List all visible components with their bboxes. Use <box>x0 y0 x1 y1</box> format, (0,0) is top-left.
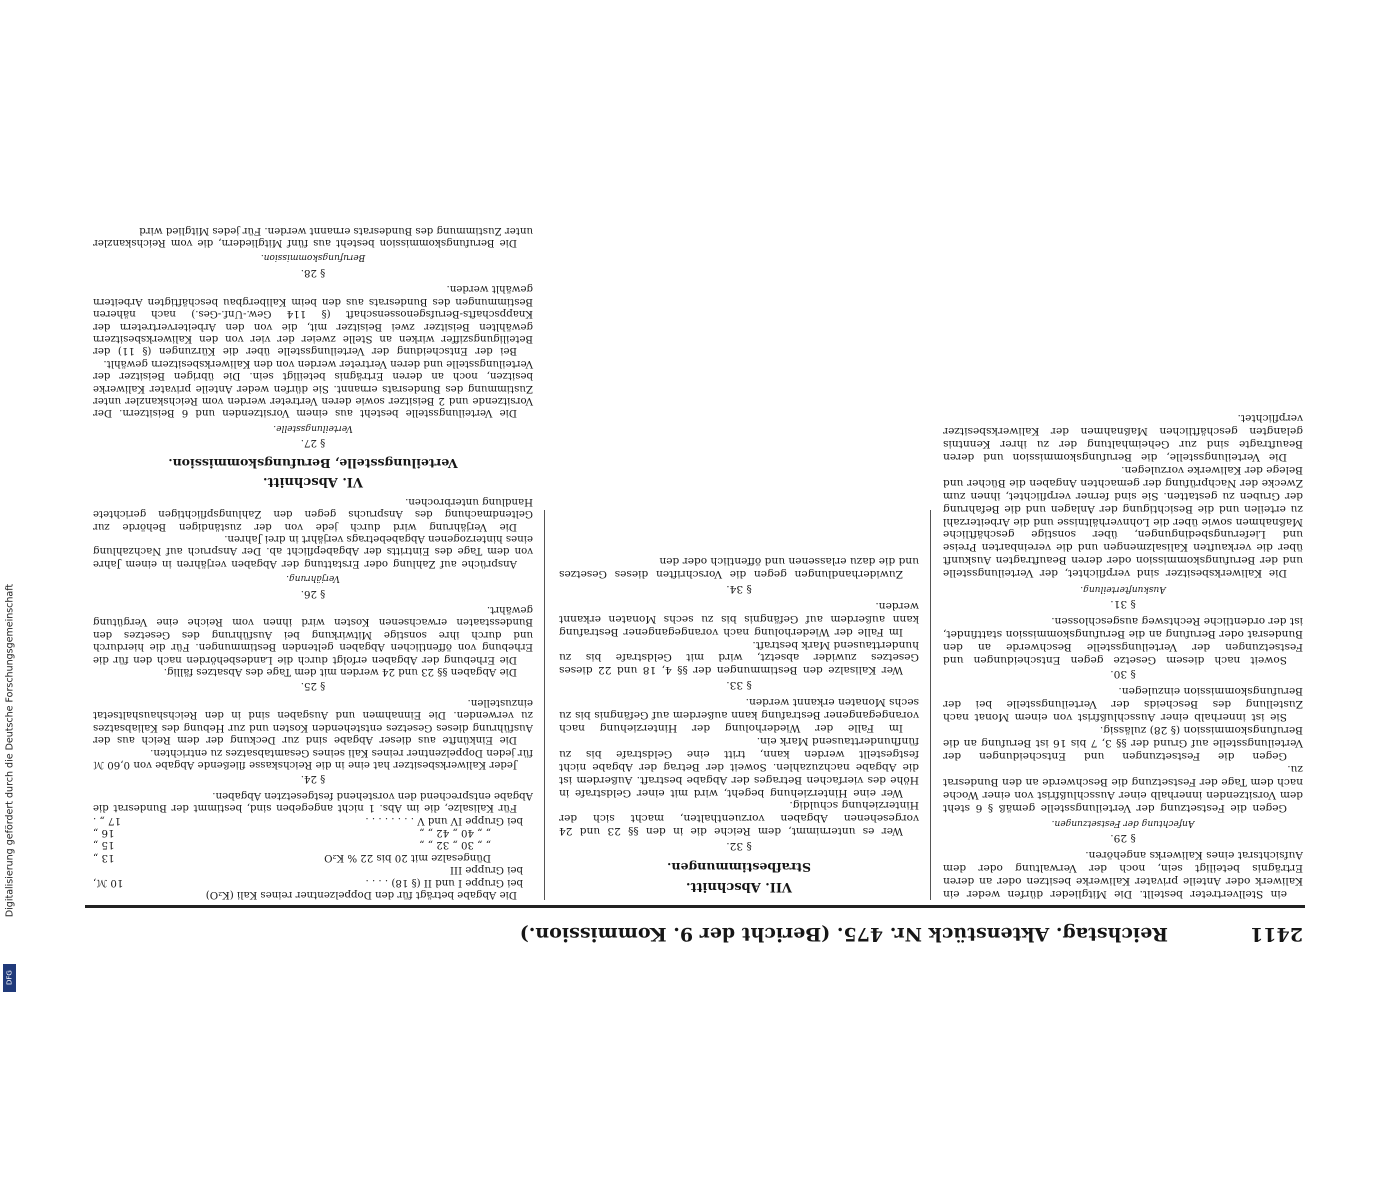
rate-row: bei Gruppe I und II (§ 18) . . . . 10 ℳ, <box>93 876 523 888</box>
paragraph: Im Falle der Wiederholung der Hinterziehung nach vorangegangener Bestrafung kann außerdem auf Gefängnis bis zu sechs Monaten erkannt werden. <box>559 696 919 735</box>
paragraph: Im Falle der Wiederholung nach vorangegangener Bestrafung kann außerdem auf Gefängnis bis zu sechs Monaten erkannt werden. <box>559 599 919 638</box>
page-header-title: Reichstag. Aktenstück Nr. 475. (Bericht der 9. Kommission.) <box>519 923 1168 945</box>
part-vi-title: VI. Abschnitt. <box>263 474 364 489</box>
header-rule <box>85 905 1305 908</box>
section-26-title: § 26. <box>300 587 326 599</box>
rate-row: bei Gruppe III <box>450 864 523 876</box>
section-27-subtitle: Verteilungsstelle. <box>273 422 353 433</box>
section-27-title: § 27. <box>300 437 326 449</box>
part-vii-title: VII. Abschnitt. <box>685 879 793 894</box>
column-right <box>93 494 533 900</box>
column-middle <box>559 554 919 900</box>
paragraph: Die Verteilungsstelle, die Berufungskommission und deren Beauftragte sind zur Geheimhaltung der zu ihrer Kenntnis gelangten geschäftlichen Maßnahmen der Kaliwerksbesitzer verpflichtet. <box>943 412 1303 463</box>
paragraph: Ansprüche auf Zahlung oder Erstattung der Abgaben verjähren in einem Jahre von dem Tage des Eintritts der Abgabepflicht ab. Der Anspruch auf Nachzahlung eines hinterzogenen Abgabebetrags verjährt in drei Jahren. <box>93 533 533 569</box>
section-28-title: § 28. <box>300 266 326 278</box>
column-divider <box>930 510 931 900</box>
section-31-title: § 31. <box>1110 597 1136 610</box>
paragraph: Jeder Kaliwerksbesitzer hat eine in die Reichskasse fließende Abgabe von 0,60 ℳ für jeden Doppelzentner reines Kali seines Gesamtabsatzes zu entrichten. <box>93 746 533 770</box>
page-number: 2411 <box>1250 923 1303 945</box>
paragraph: ein Stellvertreter bestellt. Die Mitglieder dürfen weder ein Kaliwerk oder Anteile privater Kaliwerke besitzen oder an deren Erträgnis beteiligt sein, noch der Verwaltung oder dem Aufsichtsrat eines Kaliwerks angehören. <box>943 849 1303 900</box>
section-30-title: § 30. <box>1110 668 1136 681</box>
paragraph: Gegen die Festsetzungen und Entscheidungen der Verteilungsstelle auf Grund der §§ 3, 7 bis 16 ist Berufung an die Berufungskommission (§ 28) zulässig. <box>943 724 1303 762</box>
paragraph: Die Einkünfte aus dieser Abgabe sind zur Deckung der dem Reich aus der Ausführung dieses Gesetzes entstehenden Kosten und zur Hebung des Kaliabsatzes zu verwenden. Die Einnahmen und Ausgaben sind in den Reichshaushaltsetat einzustellen. <box>93 696 533 746</box>
rate-row: „ „ 30 „ 32 „ „ 15 „ <box>93 839 491 851</box>
paragraph: Gegen die Festsetzung der Verteilungsstelle gemäß § 6 steht dem Vorsitzenden innerhalb einer Ausschlußfrist von einer Woche nach dem Tage der Festsetzung die Beschwerde an den Bundesrat zu. <box>943 762 1303 814</box>
paragraph: Für Kalisalze, die im Abs. 1 nicht angegeben sind, bestimmt der Bundesrat die Abgabe entsprechend den vorstehend festgesetzten Abgaben. <box>93 789 533 814</box>
rate-row: Düngesalze mit 20 bis 22 % K₂O 13 „ <box>93 851 491 863</box>
paragraph: Die Verteilungsstelle besteht aus einem Vorsitzenden und 6 Beisitzern. Der Vorsitzende und 2 Beisitzer sowie deren Vertreter werden vom Reichskanzler unter Zustimmung des Bundesrats ernannt. Sie dürfen weder Anteile privater Kaliwerke besitzen, noch an deren Erträgnis beteiligt sein. Die übrigen Beisitzer der Verteilungsstelle und deren Vertreter werden von den Kaliwerksbesitzern gewählt. <box>93 357 533 419</box>
rate-row: bei Gruppe IV und V . . . . . . . . 17 „ . <box>93 814 523 826</box>
paragraph: Die Berufungskommission besteht aus fünf Mitgliedern, die vom Reichskanzler unter Zustimmung des Bundesrats ernannt werden. Für jedes Mitglied wird <box>93 224 533 249</box>
paragraph: Wer eine Hinterziehung begeht, wird mit einer Geldstrafe in Höhe des vierfachen Betrages der Abgabe bestraft. Außerdem ist die Abgabe nachzuzahlen. Soweit der Betrag der Abgabe nicht festgestellt werden kann, tritt eine Geldstrafe bis zu fünfhunderttausend Mark ein. <box>559 734 919 799</box>
paragraph: Soweit nach diesem Gesetze gegen Entscheidungen und Festsetzungen der Verteilungsstelle Beschwerde an den Bundesrat oder Berufung an die Berufungskommission stattfindet, ist der ordentliche Rechtsweg ausgeschlossen. <box>943 614 1303 666</box>
paragraph: Sie ist innerhalb einer Ausschlußfrist von einem Monat nach Zustellung des Bescheids der Verteilungsstelle bei der Berufungskommission einzulegen. <box>943 685 1303 724</box>
column-right-continued <box>93 223 533 495</box>
section-32-title: § 32. <box>726 840 752 853</box>
section-34-title: § 34. <box>726 582 752 595</box>
paragraph: Wer es unternimmt, dem Reiche die in den §§ 23 und 24 vorgesehenen Abgaben vorzuenthalten, macht sich der Hinterziehung schuldig. <box>559 799 919 838</box>
section-24-title: § 24. <box>300 773 326 785</box>
paragraph: Die Abgaben §§ 23 und 24 werden mit dem Tage des Absatzes fällig. <box>163 666 517 678</box>
column-left-top <box>943 411 1303 900</box>
paragraph: Zuwiderhandlungen gegen die Vorschriften dieses Gesetzes und die dazu erlassenen und öffentlich oder den <box>559 555 919 581</box>
section-33-title: § 33. <box>726 679 752 692</box>
paragraph: Die Erhebung der Abgaben erfolgt durch die Landesbehörden nach den für die Erhebung von öffentlichen Abgaben geltenden Bestimmungen. Für die hierdurch und durch ihre sonstige Mitwirkung bei Ausführung des Gesetzes den Bundesstaaten erwachsenen Kosten wird ihnen vom Reiche eine Vergütung gewährt. <box>93 604 533 665</box>
paragraph: Die Kaliwerksbesitzer sind verpflichtet, der Verteilungsstelle und der Berufungskommission oder deren Beauftragten Auskunft über die verkauften Kalisalzmengen und die vereinbarten Preise und Lieferungsbedingungen, über sonstige geschäftliche Maßnahmen sowie über die Lohnverhältnisse und die Arbeiterzahl zu erteilen und die Besichtigung der Anlagen und die Befahrung der Gruben zu gestatten. Sie sind ferner verpflichtet, ihnen zum Zwecke der Nachprüfung der gemachten Angaben die Bücher und Belege der Kaliwerke vorzulegen. <box>943 463 1303 580</box>
paragraph: Bei der Entscheidung der Verteilungsstelle über die Kürzungen (§ 11) der Beteiligungsziffer wirken an Stelle zweier der vier von den Kaliwerksbesitzern gewählten Beisitzer zwei Beisitzer mit, die von den Arbeitervertretern der Knappschafts-Berufsgenossenschaft (§ 114 Gew.-Unf.-Ges.) nach näheren Bestimmungen des Bundesrats aus den beim Kalibergbau beschäftigten Arbeitern gewählt werden. <box>93 283 533 357</box>
section-31-subtitle: Auskunfterteilung. <box>1080 584 1166 595</box>
paragraph: Wer Kalisalze den Bestimmungen der §§ 4, 18 und 22 dieses Gesetzes zuwider absetzt, wird mit Geldstrafe bis zu hunderttausend Mark bestraft. <box>559 638 919 677</box>
dfg-logo: DFG <box>3 964 16 992</box>
column-divider <box>544 510 545 900</box>
section-29-title: § 29. <box>1110 832 1136 845</box>
paragraph: Die Verjährung wird durch jede von der zuständigen Behörde zur Geltendmachung des Anspruchs gegen den Zahlungspflichtigen gerichtete Handlung unterbrochen. <box>93 495 533 532</box>
section-29-subtitle: Anfechtung der Festsetzungen. <box>1051 818 1195 829</box>
section-28-subtitle: Berufungskommission. <box>260 252 366 263</box>
rate-row: „ „ 40 „ 42 „ „ 16 „ <box>93 826 491 838</box>
funding-credit: Digitalisierung gefördert durch die Deutsche Forschungsgemeinschaft <box>4 583 16 918</box>
part-vi-subtitle: Verteilungsstelle, Berufungskommission. <box>168 455 458 471</box>
paragraph: Die Abgabe beträgt für den Doppelzentner reines Kali (K₂O) <box>205 889 517 900</box>
section-25-title: § 25. <box>300 680 326 692</box>
section-26-subtitle: Verjährung. <box>286 573 340 584</box>
part-vii-subtitle: Strafbestimmungen. <box>667 860 811 876</box>
